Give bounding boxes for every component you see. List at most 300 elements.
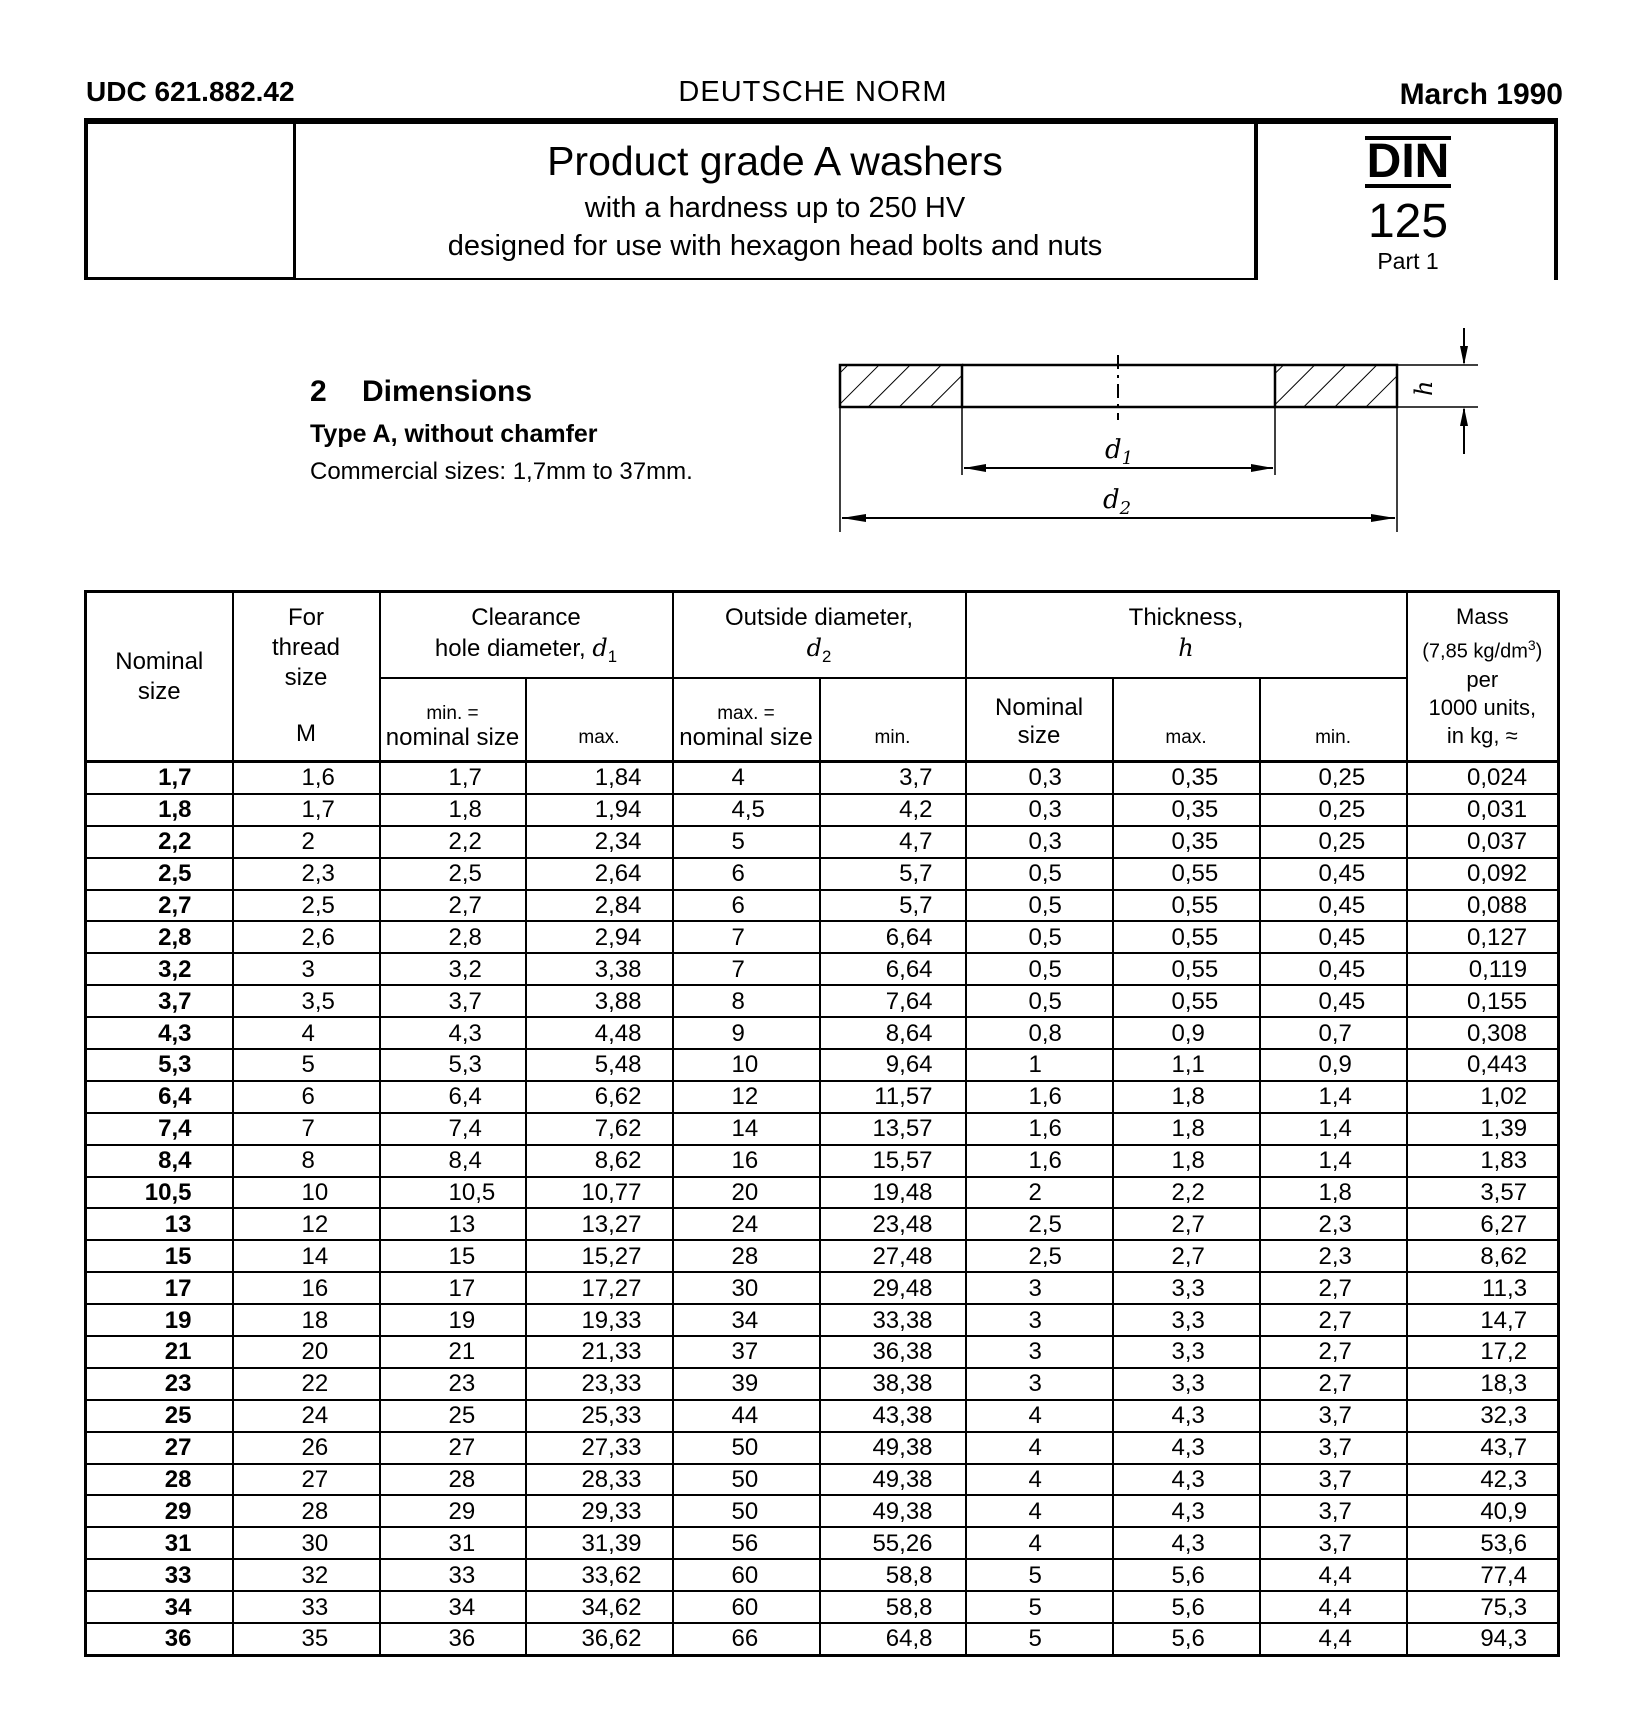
cell-thickness-max: 0,35 — [1113, 826, 1260, 858]
cell-outside-max: 60 — [673, 1559, 820, 1591]
cell-clearance-max: 7,62 — [526, 1113, 673, 1145]
cell-thickness-min: 2,3 — [1260, 1240, 1407, 1272]
cell-thickness-nominal: 4 — [966, 1527, 1113, 1559]
cell-clearance-min: 6,4 — [380, 1081, 526, 1113]
cell-outside-min: 5,7 — [820, 890, 966, 922]
cell-thickness-max: 1,1 — [1113, 1049, 1260, 1081]
cell-thickness-max: 3,3 — [1113, 1336, 1260, 1368]
table-row — [86, 1559, 1559, 1591]
cell-thread-size: 5 — [233, 1049, 380, 1081]
cell-thickness-nominal: 1 — [966, 1049, 1113, 1081]
table-row — [86, 985, 1559, 1017]
cell-thickness-max: 5,6 — [1113, 1623, 1260, 1655]
publication-date: March 1990 — [1399, 78, 1563, 111]
cell-mass: 11,3 — [1407, 1272, 1559, 1304]
cell-thickness-nominal: 0,3 — [966, 762, 1113, 794]
cell-thread-size: 18 — [233, 1304, 380, 1336]
cell-thickness-nominal: 3 — [966, 1304, 1113, 1336]
cell-thickness-min: 0,45 — [1260, 985, 1407, 1017]
table-row — [86, 1464, 1559, 1496]
din-part: Part 1 — [1377, 248, 1439, 274]
cell-nominal-size: 1,8 — [86, 794, 233, 826]
table-row — [86, 1336, 1559, 1368]
cell-clearance-min: 33 — [380, 1559, 526, 1591]
table-row — [86, 1495, 1559, 1527]
din-number: 125 — [1367, 195, 1449, 248]
cell-thread-size: 22 — [233, 1368, 380, 1400]
cell-thickness-nominal: 0,8 — [966, 1017, 1113, 1049]
cell-thread-size: 2 — [233, 826, 380, 858]
table-row — [86, 858, 1559, 890]
cell-nominal-size: 27 — [86, 1432, 233, 1464]
cell-clearance-min: 10,5 — [380, 1177, 526, 1209]
cell-thread-size: 33 — [233, 1591, 380, 1623]
cell-mass: 43,7 — [1407, 1432, 1559, 1464]
cell-thread-size: 30 — [233, 1527, 380, 1559]
cell-thread-size: 10 — [233, 1177, 380, 1209]
cell-thickness-max: 0,55 — [1113, 890, 1260, 922]
cell-thickness-nominal: 0,5 — [966, 890, 1113, 922]
cell-clearance-max: 3,88 — [526, 985, 673, 1017]
cell-clearance-max: 1,94 — [526, 794, 673, 826]
cell-thickness-nominal: 4 — [966, 1464, 1113, 1496]
cell-clearance-max: 1,84 — [526, 762, 673, 794]
cell-nominal-size: 28 — [86, 1464, 233, 1496]
cell-clearance-min: 1,7 — [380, 762, 526, 794]
cell-outside-max: 16 — [673, 1145, 820, 1177]
cell-outside-max: 4,5 — [673, 794, 820, 826]
cell-thickness-min: 0,25 — [1260, 762, 1407, 794]
cell-mass: 1,39 — [1407, 1113, 1559, 1145]
cell-nominal-size: 15 — [86, 1240, 233, 1272]
cell-outside-max: 12 — [673, 1081, 820, 1113]
cell-outside-min: 58,8 — [820, 1559, 966, 1591]
cell-thread-size: 32 — [233, 1559, 380, 1591]
cell-outside-min: 27,48 — [820, 1240, 966, 1272]
cell-thickness-min: 0,25 — [1260, 826, 1407, 858]
cell-mass: 32,3 — [1407, 1400, 1559, 1432]
cell-mass: 3,57 — [1407, 1177, 1559, 1209]
cell-thickness-max: 0,35 — [1113, 794, 1260, 826]
table-row — [86, 1432, 1559, 1464]
header-nominal-size: Nominal size — [86, 592, 233, 762]
cell-thickness-nominal: 0,5 — [966, 921, 1113, 953]
cell-thickness-nominal: 0,5 — [966, 985, 1113, 1017]
cell-clearance-max: 33,62 — [526, 1559, 673, 1591]
cell-nominal-size: 5,3 — [86, 1049, 233, 1081]
title-block — [84, 118, 1558, 280]
cell-thickness-max: 2,7 — [1113, 1240, 1260, 1272]
cell-thickness-max: 5,6 — [1113, 1559, 1260, 1591]
cell-clearance-max: 2,84 — [526, 890, 673, 922]
cell-clearance-max: 2,94 — [526, 921, 673, 953]
cell-clearance-min: 1,8 — [380, 794, 526, 826]
table-row — [86, 1240, 1559, 1272]
cell-outside-min: 23,48 — [820, 1208, 966, 1240]
cell-mass: 0,031 — [1407, 794, 1559, 826]
table-row — [86, 1177, 1559, 1209]
cell-thickness-min: 3,7 — [1260, 1495, 1407, 1527]
cell-outside-max: 20 — [673, 1177, 820, 1209]
cell-outside-min: 4,2 — [820, 794, 966, 826]
cell-thread-size: 1,7 — [233, 794, 380, 826]
table-row — [86, 1272, 1559, 1304]
cell-clearance-max: 15,27 — [526, 1240, 673, 1272]
cell-thickness-nominal: 3 — [966, 1272, 1113, 1304]
cell-mass: 8,62 — [1407, 1240, 1559, 1272]
cell-outside-max: 9 — [673, 1017, 820, 1049]
header-outside-min: min. — [820, 678, 966, 762]
cell-thickness-min: 3,7 — [1260, 1432, 1407, 1464]
cell-clearance-min: 2,8 — [380, 921, 526, 953]
cell-outside-max: 10 — [673, 1049, 820, 1081]
cell-thickness-nominal: 2,5 — [966, 1240, 1113, 1272]
cell-outside-max: 6 — [673, 890, 820, 922]
cell-outside-max: 5 — [673, 826, 820, 858]
cell-mass: 53,6 — [1407, 1527, 1559, 1559]
cell-clearance-max: 2,64 — [526, 858, 673, 890]
cell-nominal-size: 25 — [86, 1400, 233, 1432]
cell-thread-size: 3 — [233, 953, 380, 985]
cell-clearance-min: 19 — [380, 1304, 526, 1336]
header-thickness-max: max. — [1113, 678, 1260, 762]
cell-thickness-min: 4,4 — [1260, 1623, 1407, 1655]
cell-outside-max: 50 — [673, 1495, 820, 1527]
d1-label: $d_1$ — [1105, 435, 1134, 469]
cell-clearance-min: 31 — [380, 1527, 526, 1559]
cell-thread-size: 26 — [233, 1432, 380, 1464]
type-description: Type A, without chamfer — [310, 420, 598, 448]
cell-clearance-max: 36,62 — [526, 1623, 673, 1655]
table-row — [86, 1304, 1559, 1336]
cell-clearance-max: 29,33 — [526, 1495, 673, 1527]
cell-thickness-nominal: 4 — [966, 1432, 1113, 1464]
din-logo: DIN — [1366, 135, 1450, 188]
cell-clearance-max: 4,48 — [526, 1017, 673, 1049]
cell-clearance-min: 13 — [380, 1208, 526, 1240]
cell-nominal-size: 23 — [86, 1368, 233, 1400]
cell-mass: 14,7 — [1407, 1304, 1559, 1336]
cell-mass: 40,9 — [1407, 1495, 1559, 1527]
cell-nominal-size: 2,7 — [86, 890, 233, 922]
cell-clearance-min: 23 — [380, 1368, 526, 1400]
cell-outside-min: 6,64 — [820, 921, 966, 953]
cell-thickness-max: 4,3 — [1113, 1527, 1260, 1559]
cell-thread-size: 2,5 — [233, 890, 380, 922]
cell-nominal-size: 2,8 — [86, 921, 233, 953]
document-subtitle-1: with a hardness up to 250 HV — [584, 192, 966, 224]
cell-thickness-nominal: 1,6 — [966, 1145, 1113, 1177]
washer-section-right — [1275, 365, 1397, 407]
cell-thickness-min: 3,7 — [1260, 1464, 1407, 1496]
cell-thickness-min: 0,45 — [1260, 921, 1407, 953]
cell-mass: 1,02 — [1407, 1081, 1559, 1113]
cell-thickness-min: 2,7 — [1260, 1272, 1407, 1304]
table-header — [86, 592, 1559, 762]
cell-mass: 77,4 — [1407, 1559, 1559, 1591]
table-row — [86, 794, 1559, 826]
cell-clearance-max: 8,62 — [526, 1145, 673, 1177]
cell-clearance-max: 31,39 — [526, 1527, 673, 1559]
cell-thread-size: 6 — [233, 1081, 380, 1113]
cell-outside-max: 6 — [673, 858, 820, 890]
cell-thickness-max: 4,3 — [1113, 1464, 1260, 1496]
table-row — [86, 1368, 1559, 1400]
table-row — [86, 1049, 1559, 1081]
cell-outside-max: 4 — [673, 762, 820, 794]
cell-nominal-size: 8,4 — [86, 1145, 233, 1177]
cell-outside-max: 39 — [673, 1368, 820, 1400]
cell-thickness-min: 0,45 — [1260, 890, 1407, 922]
cell-thickness-max: 0,9 — [1113, 1017, 1260, 1049]
cell-thickness-min: 0,25 — [1260, 794, 1407, 826]
cell-mass: 18,3 — [1407, 1368, 1559, 1400]
cell-thickness-max: 0,55 — [1113, 921, 1260, 953]
cell-thickness-min: 1,4 — [1260, 1081, 1407, 1113]
cell-thread-size: 1,6 — [233, 762, 380, 794]
cell-clearance-min: 28 — [380, 1464, 526, 1496]
udc-code: UDC 621.882.42 — [86, 76, 295, 107]
header-clearance-min: min. = nominal size — [380, 678, 526, 762]
cell-thread-size: 7 — [233, 1113, 380, 1145]
cell-nominal-size: 21 — [86, 1336, 233, 1368]
cell-outside-max: 56 — [673, 1527, 820, 1559]
cell-thickness-min: 2,7 — [1260, 1368, 1407, 1400]
cell-nominal-size: 29 — [86, 1495, 233, 1527]
cell-clearance-min: 21 — [380, 1336, 526, 1368]
cell-thickness-max: 0,55 — [1113, 858, 1260, 890]
cell-thickness-min: 4,4 — [1260, 1559, 1407, 1591]
cell-clearance-min: 3,2 — [380, 953, 526, 985]
cell-clearance-min: 15 — [380, 1240, 526, 1272]
cell-outside-max: 60 — [673, 1591, 820, 1623]
cell-mass: 0,092 — [1407, 858, 1559, 890]
cell-thickness-max: 3,3 — [1113, 1272, 1260, 1304]
cell-clearance-min: 27 — [380, 1432, 526, 1464]
cell-thickness-max: 3,3 — [1113, 1368, 1260, 1400]
table-row — [86, 1017, 1559, 1049]
cell-outside-max: 7 — [673, 953, 820, 985]
table-row — [86, 1591, 1559, 1623]
header-clearance-max: max. — [526, 678, 673, 762]
cell-thickness-min: 1,4 — [1260, 1145, 1407, 1177]
cell-thickness-max: 0,55 — [1113, 953, 1260, 985]
header-thickness-nominal: Nominal size — [966, 678, 1113, 762]
cell-thickness-max: 4,3 — [1113, 1400, 1260, 1432]
cell-thickness-max: 0,55 — [1113, 985, 1260, 1017]
cell-nominal-size: 7,4 — [86, 1113, 233, 1145]
cell-outside-max: 7 — [673, 921, 820, 953]
header-thickness: Thickness, h — [966, 592, 1407, 678]
cell-thickness-min: 0,45 — [1260, 858, 1407, 890]
cell-mass: 0,443 — [1407, 1049, 1559, 1081]
table-row — [86, 1081, 1559, 1113]
cell-mass: 0,088 — [1407, 890, 1559, 922]
cell-outside-min: 49,38 — [820, 1495, 966, 1527]
table-row — [86, 921, 1559, 953]
cell-outside-max: 44 — [673, 1400, 820, 1432]
cell-clearance-min: 3,7 — [380, 985, 526, 1017]
cell-thread-size: 28 — [233, 1495, 380, 1527]
cell-clearance-min: 2,2 — [380, 826, 526, 858]
cell-nominal-size: 2,2 — [86, 826, 233, 858]
cell-clearance-max: 19,33 — [526, 1304, 673, 1336]
cell-outside-min: 29,48 — [820, 1272, 966, 1304]
cell-thickness-nominal: 4 — [966, 1400, 1113, 1432]
cell-mass: 0,155 — [1407, 985, 1559, 1017]
cell-clearance-max: 6,62 — [526, 1081, 673, 1113]
cell-clearance-min: 2,5 — [380, 858, 526, 890]
cell-outside-min: 4,7 — [820, 826, 966, 858]
cell-thickness-nominal: 2 — [966, 1177, 1113, 1209]
cell-nominal-size: 2,5 — [86, 858, 233, 890]
cell-outside-max: 30 — [673, 1272, 820, 1304]
cell-mass: 42,3 — [1407, 1464, 1559, 1496]
cell-thickness-min: 0,9 — [1260, 1049, 1407, 1081]
cell-clearance-max: 17,27 — [526, 1272, 673, 1304]
washer-section-left — [840, 365, 962, 407]
cell-outside-max: 8 — [673, 985, 820, 1017]
d2-label: $d_2$ — [1103, 485, 1132, 519]
cell-thickness-max: 3,3 — [1113, 1304, 1260, 1336]
cell-thickness-max: 2,7 — [1113, 1208, 1260, 1240]
cell-thickness-nominal: 0,3 — [966, 826, 1113, 858]
cell-outside-min: 64,8 — [820, 1623, 966, 1655]
table-row — [86, 953, 1559, 985]
cell-thickness-min: 2,3 — [1260, 1208, 1407, 1240]
cell-clearance-min: 34 — [380, 1591, 526, 1623]
cell-nominal-size: 36 — [86, 1623, 233, 1655]
cell-mass: 1,83 — [1407, 1145, 1559, 1177]
cell-thread-size: 27 — [233, 1464, 380, 1496]
cell-thickness-nominal: 3 — [966, 1368, 1113, 1400]
cell-thread-size: 24 — [233, 1400, 380, 1432]
cell-thread-size: 16 — [233, 1272, 380, 1304]
cell-thread-size: 20 — [233, 1336, 380, 1368]
cell-outside-min: 43,38 — [820, 1400, 966, 1432]
cell-thickness-nominal: 0,5 — [966, 858, 1113, 890]
cell-thread-size: 35 — [233, 1623, 380, 1655]
cell-outside-max: 37 — [673, 1336, 820, 1368]
cell-thread-size: 8 — [233, 1145, 380, 1177]
cell-clearance-min: 5,3 — [380, 1049, 526, 1081]
cell-outside-min: 13,57 — [820, 1113, 966, 1145]
cell-outside-min: 3,7 — [820, 762, 966, 794]
cell-outside-max: 50 — [673, 1432, 820, 1464]
cell-thickness-nominal: 5 — [966, 1559, 1113, 1591]
cell-thickness-min: 0,7 — [1260, 1017, 1407, 1049]
section-title: Dimensions — [362, 375, 533, 408]
cell-outside-min: 33,38 — [820, 1304, 966, 1336]
cell-outside-min: 6,64 — [820, 953, 966, 985]
header-outside-diameter: Outside diameter, $d_2$ — [673, 592, 966, 678]
cell-thickness-min: 3,7 — [1260, 1400, 1407, 1432]
cell-thickness-nominal: 0,3 — [966, 794, 1113, 826]
cell-thickness-nominal: 2,5 — [966, 1208, 1113, 1240]
cell-mass: 0,037 — [1407, 826, 1559, 858]
cell-thickness-nominal: 1,6 — [966, 1113, 1113, 1145]
cell-nominal-size: 6,4 — [86, 1081, 233, 1113]
table-row — [86, 1145, 1559, 1177]
dimensions-table — [84, 590, 1560, 1657]
cell-clearance-min: 8,4 — [380, 1145, 526, 1177]
cell-thickness-max: 1,8 — [1113, 1113, 1260, 1145]
cell-thickness-max: 4,3 — [1113, 1495, 1260, 1527]
cell-thickness-max: 1,8 — [1113, 1081, 1260, 1113]
cell-clearance-min: 25 — [380, 1400, 526, 1432]
cell-clearance-min: 29 — [380, 1495, 526, 1527]
cell-clearance-min: 2,7 — [380, 890, 526, 922]
cell-outside-min: 8,64 — [820, 1017, 966, 1049]
cell-clearance-max: 23,33 — [526, 1368, 673, 1400]
cell-thickness-min: 2,7 — [1260, 1304, 1407, 1336]
cell-outside-min: 19,48 — [820, 1177, 966, 1209]
cell-thickness-nominal: 5 — [966, 1623, 1113, 1655]
cell-clearance-max: 3,38 — [526, 953, 673, 985]
cell-outside-max: 28 — [673, 1240, 820, 1272]
header-clearance-hole: Clearance hole diameter, $d_1$ — [380, 592, 673, 678]
cell-thickness-min: 2,7 — [1260, 1336, 1407, 1368]
cell-nominal-size: 1,7 — [86, 762, 233, 794]
cell-outside-min: 11,57 — [820, 1081, 966, 1113]
cell-thickness-min: 4,4 — [1260, 1591, 1407, 1623]
cell-outside-min: 49,38 — [820, 1432, 966, 1464]
cell-clearance-min: 4,3 — [380, 1017, 526, 1049]
cell-clearance-max: 25,33 — [526, 1400, 673, 1432]
header-thickness-min: min. — [1260, 678, 1407, 762]
cell-clearance-max: 27,33 — [526, 1432, 673, 1464]
cell-nominal-size: 17 — [86, 1272, 233, 1304]
cell-thickness-nominal: 5 — [966, 1591, 1113, 1623]
cell-thread-size: 4 — [233, 1017, 380, 1049]
cell-thickness-nominal: 0,5 — [966, 953, 1113, 985]
cell-thickness-min: 1,8 — [1260, 1177, 1407, 1209]
cell-thickness-max: 1,8 — [1113, 1145, 1260, 1177]
cell-mass: 0,308 — [1407, 1017, 1559, 1049]
cell-nominal-size: 34 — [86, 1591, 233, 1623]
table-row — [86, 762, 1559, 794]
cell-clearance-max: 2,34 — [526, 826, 673, 858]
cell-thickness-max: 4,3 — [1113, 1432, 1260, 1464]
cell-mass: 0,127 — [1407, 921, 1559, 953]
cell-nominal-size: 19 — [86, 1304, 233, 1336]
cell-outside-min: 38,38 — [820, 1368, 966, 1400]
h-label: h — [1410, 380, 1438, 396]
cell-nominal-size: 31 — [86, 1527, 233, 1559]
table-row — [86, 1208, 1559, 1240]
cell-outside-min: 5,7 — [820, 858, 966, 890]
document-subtitle-2: designed for use with hexagon head bolts and nuts — [447, 230, 1103, 262]
cell-outside-max: 66 — [673, 1623, 820, 1655]
cell-nominal-size: 3,2 — [86, 953, 233, 985]
cell-clearance-max: 10,77 — [526, 1177, 673, 1209]
cell-thickness-min: 1,4 — [1260, 1113, 1407, 1145]
table-row — [86, 826, 1559, 858]
cell-thickness-nominal: 4 — [966, 1495, 1113, 1527]
cell-nominal-size: 4,3 — [86, 1017, 233, 1049]
cell-mass: 94,3 — [1407, 1623, 1559, 1655]
document-title: Product grade A washers — [547, 138, 1003, 184]
cell-outside-min: 9,64 — [820, 1049, 966, 1081]
table-row — [86, 1527, 1559, 1559]
cell-outside-max: 14 — [673, 1113, 820, 1145]
cell-outside-min: 55,26 — [820, 1527, 966, 1559]
cell-clearance-max: 5,48 — [526, 1049, 673, 1081]
cell-clearance-min: 36 — [380, 1623, 526, 1655]
header-mass: Mass (7,85 $kg/dm^3$) per 1000 units, in kg, ≈ — [1407, 592, 1559, 762]
cell-nominal-size: 33 — [86, 1559, 233, 1591]
cell-thread-size: 2,3 — [233, 858, 380, 890]
